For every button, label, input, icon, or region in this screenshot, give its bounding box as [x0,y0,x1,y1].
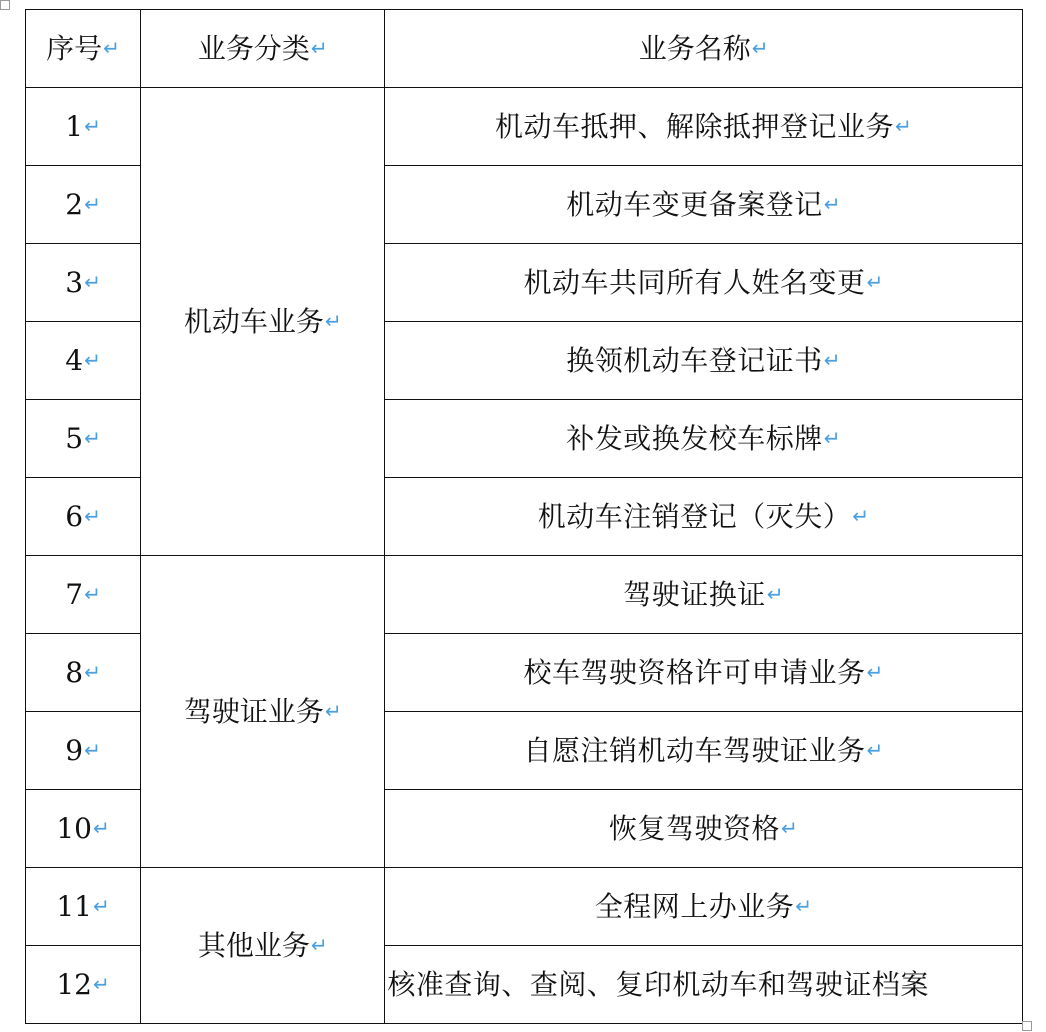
seq-cell: 4↵ [26,322,141,400]
seq-cell: 7↵ [26,556,141,634]
table-resize-handle[interactable] [1022,1021,1032,1031]
paragraph-mark-icon: ↵ [324,308,342,333]
name-cell: 全程网上办业务↵ [385,868,1023,946]
paragraph-mark-icon: ↵ [84,581,101,606]
paragraph-mark-icon: ↵ [84,737,101,762]
paragraph-mark-icon: ↵ [866,659,884,684]
header-category: 业务分类↵ [141,10,385,88]
paragraph-mark-icon: ↵ [103,35,120,60]
paragraph-mark-icon: ↵ [84,191,101,216]
seq-cell: 8↵ [26,634,141,712]
name-cell: 机动车变更备案登记↵ [385,166,1023,244]
header-seq: 序号↵ [26,10,141,88]
paragraph-mark-icon: ↵ [766,581,785,606]
paragraph-mark-icon: ↵ [781,815,799,840]
seq-cell: 11↵ [26,868,141,946]
paragraph-mark-icon: ↵ [895,113,913,138]
paragraph-mark-icon: ↵ [92,815,110,840]
name-cell: 机动车抵押、解除抵押登记业务↵ [385,88,1023,166]
seq-cell: 5↵ [26,400,141,478]
business-table [25,9,1023,1024]
seq-cell: 3↵ [26,244,141,322]
header-row [26,10,1023,88]
paragraph-mark-icon: ↵ [84,347,101,372]
category-cell: 其他业务↵ [141,868,385,1024]
paragraph-mark-icon: ↵ [310,932,328,957]
name-cell: 换领机动车登记证书↵ [385,322,1023,400]
header-name: 业务名称↵ [385,10,1023,88]
table-row [26,88,1023,166]
name-cell: 校车驾驶资格许可申请业务↵ [385,634,1023,712]
table-row [26,868,1023,946]
category-cell: 驾驶证业务↵ [141,556,385,868]
name-cell: 机动车共同所有人姓名变更↵ [385,244,1023,322]
paragraph-mark-icon: ↵ [795,893,813,918]
paragraph-mark-icon: ↵ [823,347,842,372]
paragraph-mark-icon: ↵ [823,191,842,216]
name-cell: 机动车注销登记（灭失）↵ [385,478,1023,556]
table-row [26,556,1023,634]
paragraph-mark-icon: ↵ [92,971,110,996]
paragraph-mark-icon: ↵ [84,269,101,294]
paragraph-mark-icon: ↵ [751,35,769,60]
paragraph-mark-icon: ↵ [852,503,870,528]
paragraph-mark-icon: ↵ [84,113,101,138]
seq-cell: 6↵ [26,478,141,556]
seq-cell: 12↵ [26,946,141,1024]
seq-cell: 1↵ [26,88,141,166]
paragraph-mark-icon: ↵ [866,269,884,294]
paragraph-mark-icon: ↵ [324,698,342,723]
paragraph-mark-icon: ↵ [84,503,101,528]
name-cell: 自愿注销机动车驾驶证业务↵ [385,712,1023,790]
table-move-handle[interactable] [0,0,10,10]
seq-cell: 10↵ [26,790,141,868]
seq-cell: 9↵ [26,712,141,790]
name-cell: 恢复驾驶资格↵ [385,790,1023,868]
paragraph-mark-icon: ↵ [92,893,110,918]
seq-cell: 2↵ [26,166,141,244]
paragraph-mark-icon: ↵ [866,737,884,762]
paragraph-mark-icon: ↵ [823,425,842,450]
paragraph-mark-icon: ↵ [84,425,101,450]
name-cell: 驾驶证换证↵ [385,556,1023,634]
paragraph-mark-icon: ↵ [84,659,101,684]
paragraph-mark-icon: ↵ [310,35,328,60]
category-cell: 机动车业务↵ [141,88,385,556]
name-cell: 核准查询、查阅、复印机动车和驾驶证档案 [385,946,1023,1024]
name-cell: 补发或换发校车标牌↵ [385,400,1023,478]
